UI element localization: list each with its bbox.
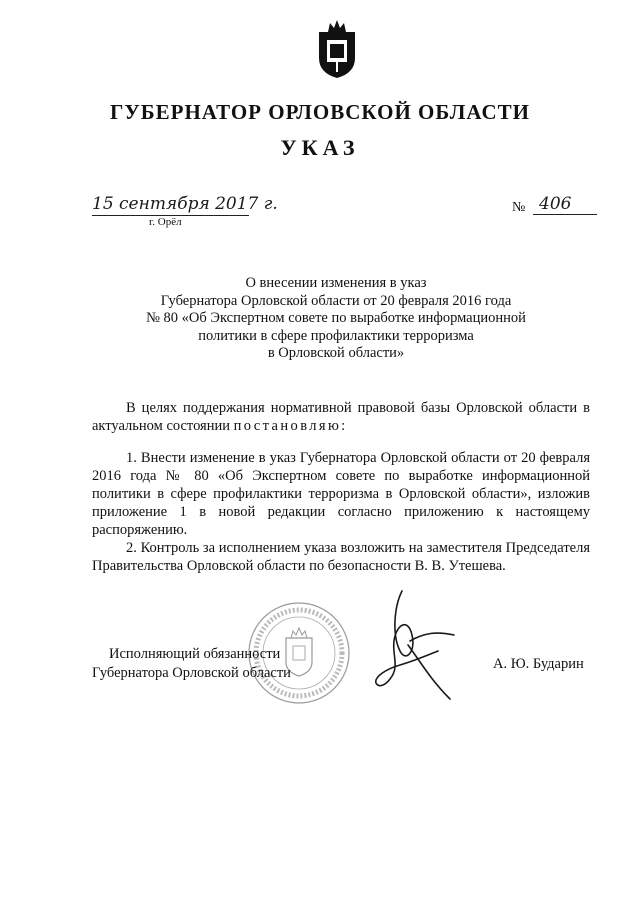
handwritten-signature-icon — [370, 585, 470, 705]
position-line-1: Исполняющий обязанности — [109, 646, 281, 662]
position-line-2: Губернатора Орловской области — [92, 664, 291, 681]
preamble-paragraph — [92, 399, 590, 435]
subject-line: О внесении изменения в указ — [245, 275, 427, 291]
decree-number-prefix: № — [512, 200, 526, 215]
subject-line: Губернатора Орловской области от 20 февраля 2016 года — [160, 292, 512, 309]
decree-date: 15 сентября 2017 г. — [92, 194, 278, 214]
preamble-text: В целях поддержания нормативной правовой базы Орловской области в актуальном состоянии — [92, 400, 590, 434]
subject-line: в Орловской области» — [267, 345, 405, 361]
signatory-name: А. Ю. Бударин — [493, 656, 584, 672]
decree-word: постановляю: — [233, 418, 348, 434]
decree-place: г. Орёл — [149, 216, 182, 228]
item-1: 1. Внести изменение в указ Губернатора Орловской области от 20 февраля 2016 года № 80 «Об Экспертном совете по выработке информационной политики в сфере профилактики терроризма в Орловской области», изложив приложение 1 в новой редакции согласно приложению к настоящему распоряжению. — [92, 450, 590, 538]
doc-type-title: УКАЗ — [280, 135, 360, 160]
org-title: ГУБЕРНАТОР ОРЛОВСКОЙ ОБЛАСТИ — [109, 100, 531, 124]
signatory-position — [92, 645, 291, 682]
subject-line: политики в сфере профилактики терроризма — [198, 327, 474, 344]
item-2: 2. Контроль за исполнением указа возложить на заместителя Председателя Правительства Орловской области по безопасности В. В. Утешева. — [92, 540, 590, 574]
decree-subject — [130, 275, 542, 363]
decree-body — [92, 399, 590, 575]
subject-line: № 80 «Об Экспертном совете по выработке информационной — [146, 310, 526, 326]
decree-number: 406 — [533, 194, 597, 215]
coat-of-arms-icon — [314, 18, 360, 80]
